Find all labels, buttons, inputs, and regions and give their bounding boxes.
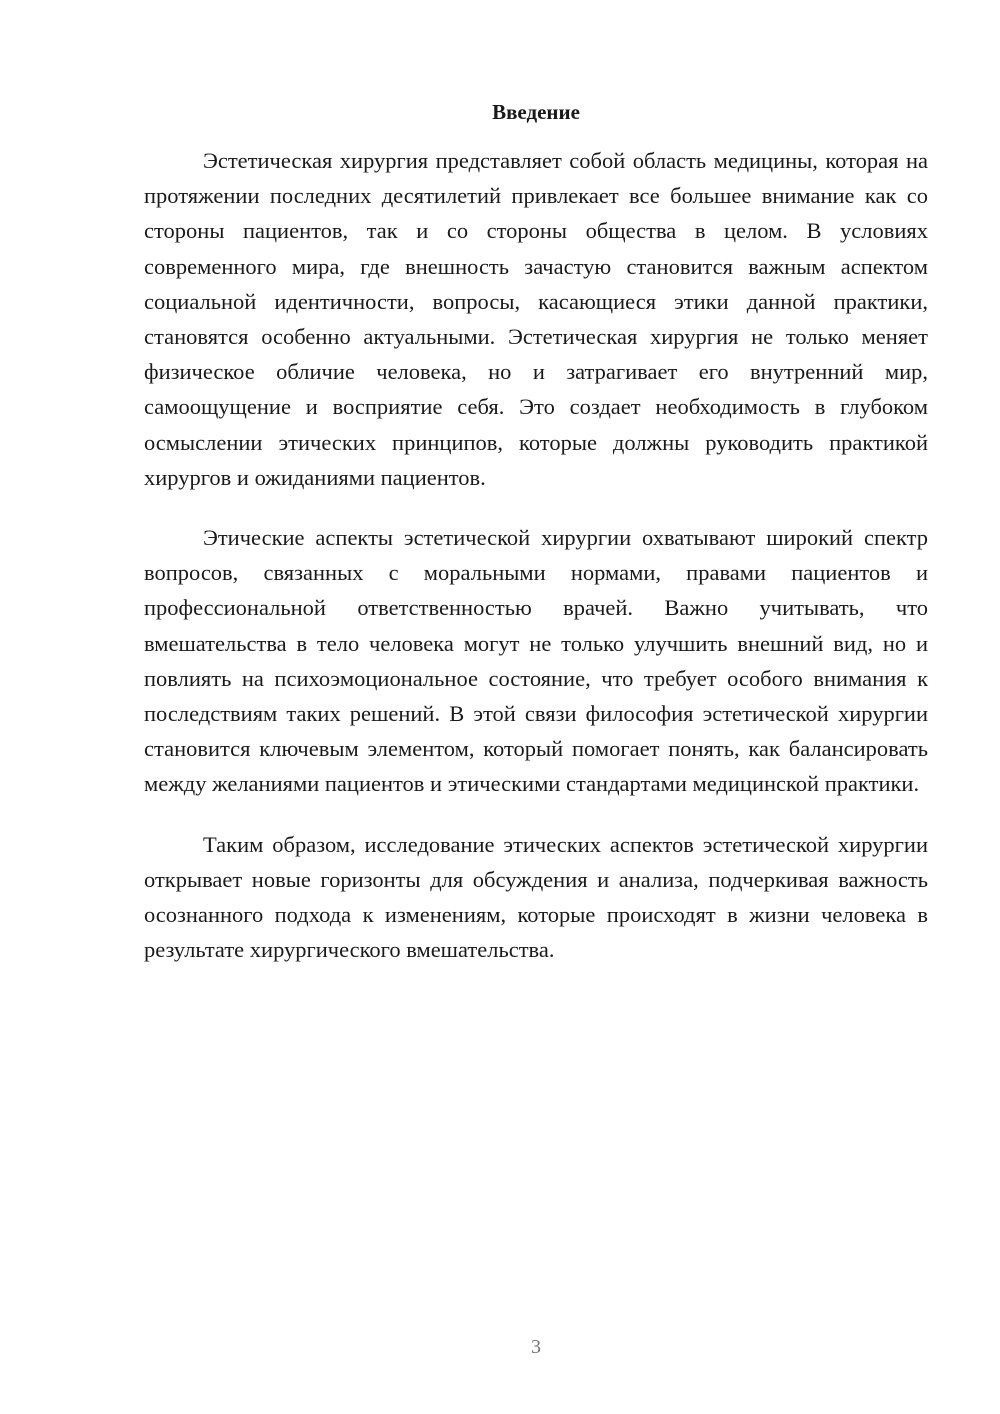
paragraph-1: Эстетическая хирургия представляет собой область медицины, которая на протяжении последних десятилетий привлекает все большее внимание как со стороны пациентов, так и со стороны общества в целом. В условиях современного мира, где внешность зачастую становится важным аспектом социальной идентичности, вопросы, касающиеся этики данной практики, становятся особенно актуальными. Эстетическая хирургия не только меняет физическое обличие человека, но и затрагивает его внутренний мир, самоощущение и восприятие себя. Это создает необходимость в глубоком осмыслении этических принципов, которые должны руководить практикой хирургов и ожиданиями пациентов. — [144, 148, 928, 490]
body-text — [144, 143, 928, 992]
section-heading: Введение — [492, 100, 580, 124]
page-number: 3 — [531, 1336, 541, 1358]
paragraph-3: Таким образом, исследование этических аспектов эстетической хирургии открывает новые горизонты для обсуждения и анализа, подчеркивая важность осознанного подхода к изменениям, которые происходят в жизни человека в результате хирургического вмешательства. — [144, 831, 928, 963]
paragraph-2: Этические аспекты эстетической хирургии охватывают широкий спектр вопросов, связанных с моральными нормами, правами пациентов и профессиональной ответственностью врачей. Важно учитывать, что вмешательства в тело человека могут не только улучшить внешний вид, но и повлиять на психоэмоциональное состояние, что требует особого внимания к последствиям таких решений. В этой связи философия эстетической хирургии становится ключевым элементом, который помогает понять, как балансировать между желаниями пациентов и этическими стандартами медицинской практики. — [144, 525, 928, 797]
